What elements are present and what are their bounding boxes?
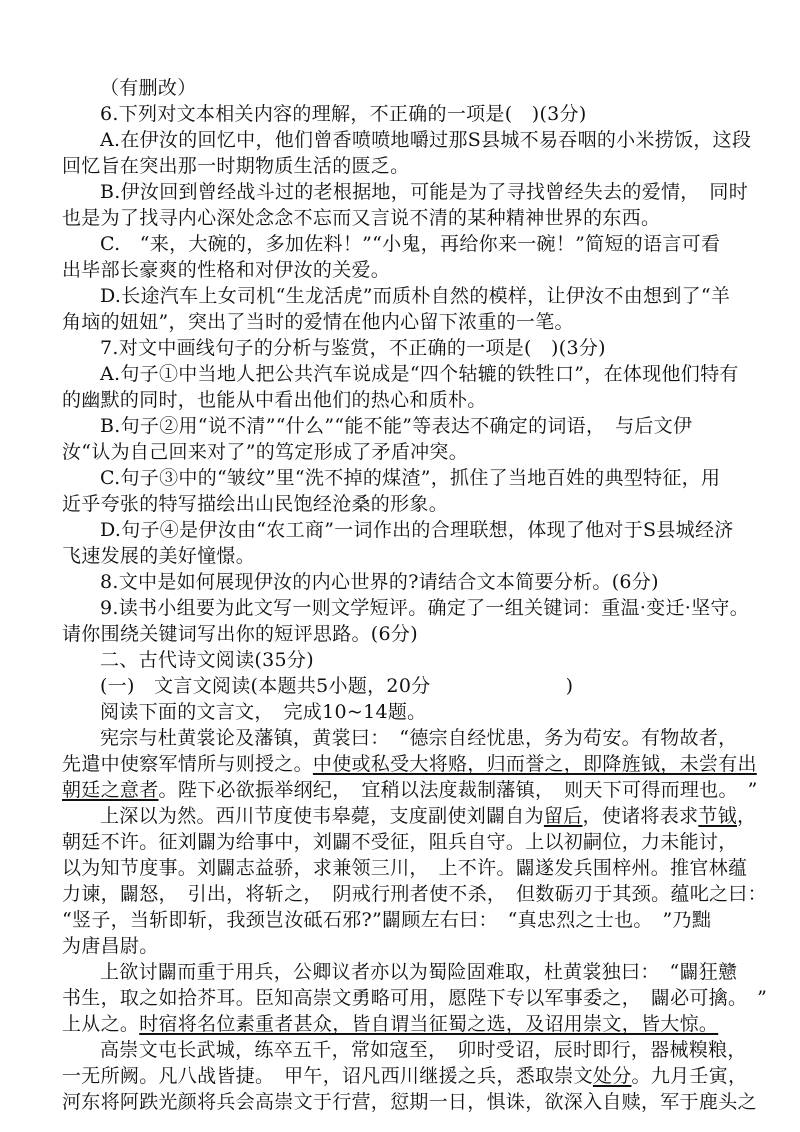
text-line <box>62 622 780 646</box>
text-segment: ， <box>736 805 757 827</box>
underlined-text: 朝廷之意者 <box>62 779 159 801</box>
text-segment: (一) 文言文阅读(本题共5小题，20分 ) <box>100 675 574 697</box>
text-line <box>100 284 780 308</box>
text-segment: B.句子②用“说不清”“什么”“能不能”等表达不确定的词语， 与后文伊 <box>100 415 693 437</box>
text-segment: 上深以为然。西川节度使韦皋薨，支度副使刘闢自为 <box>100 805 544 827</box>
text-line <box>62 908 780 932</box>
text-line <box>62 830 780 854</box>
text-line <box>100 102 780 126</box>
text-segment: 7.对文中画线句子的分析与鉴赏，不正确的一项是( )(3分) <box>100 337 606 359</box>
text-line <box>62 934 780 958</box>
text-segment: 书生，取之如拾芥耳。臣知高崇文勇略可用，愿陛下专以军事委之， 闢必可擒。 ” <box>62 987 768 1009</box>
text-segment: 8.文中是如何展现伊汝的内心世界的?请结合文本简要分析。(6分) <box>100 571 659 593</box>
text-line <box>100 180 780 204</box>
text-line <box>62 1064 780 1088</box>
text-line <box>100 518 780 542</box>
text-segment: 宪宗与杜黄裳论及藩镇，黄裳曰： “德宗自经忧患，务为苟安。有物故者， <box>100 727 738 749</box>
text-line <box>62 492 780 516</box>
text-segment: 上从之。 <box>62 1013 140 1035</box>
underlined-text: 处分 <box>592 1065 632 1087</box>
text-segment: 汝“认为自己回来对了”的笃定形成了矛盾冲突。 <box>62 441 469 463</box>
text-segment: 上欲讨闢而重于用兵，公卿议者亦以为蜀险固难取，杜黄裳独曰： “闢狂戆 <box>100 961 738 983</box>
text-line <box>62 778 780 802</box>
text-segment: 朝廷不许。征刘闢为给事中，刘闢不受征，阻兵自守。上以初嗣位，力未能讨， <box>62 831 738 853</box>
text-segment: D.句子④是伊汝由“农工商”一词作出的合理联想，体现了他对于S县城经济 <box>100 519 734 541</box>
underlined-text: 时宿将名位素重者甚众，皆自谓当征蜀之选，及诏用崇文，皆大惊。 <box>139 1013 719 1035</box>
text-line <box>100 76 780 100</box>
text-line <box>62 206 780 230</box>
text-segment: 出毕部长豪爽的性格和对伊汝的关爱。 <box>62 259 391 281</box>
text-line <box>100 570 780 594</box>
text-line <box>62 258 780 282</box>
text-line <box>62 544 780 568</box>
underlined-text: 节钺 <box>698 805 737 827</box>
text-segment: 角垴的妞妞”，突出了当时的爱情在他内心留下浓重的一笔。 <box>62 311 574 333</box>
text-segment: A.在伊汝的回忆中，他们曾香喷喷地嚼过那S县城不易吞咽的小米捞饭，这段 <box>100 129 752 151</box>
text-segment: 。九月壬寅， <box>631 1065 748 1087</box>
text-line <box>62 856 780 880</box>
text-segment: ，使诸将表求 <box>582 805 699 827</box>
text-line <box>100 596 780 620</box>
text-line <box>100 726 780 750</box>
text-line <box>62 1090 780 1114</box>
text-segment: A.句子①中当地人把公共汽车说成是“四个轱辘的铁牲口”，在体现他们特有 <box>100 363 739 385</box>
text-segment: 一无所阙。凡八战皆捷。 甲午，诏凡西川继援之兵，悉取崇文 <box>62 1065 593 1087</box>
text-line <box>62 752 780 776</box>
text-line <box>100 648 780 672</box>
text-line <box>100 466 780 490</box>
text-line <box>100 804 780 828</box>
text-line <box>100 1038 780 1062</box>
text-segment: 以为知节度事。刘闢志益骄，求兼领三川， 上不许。闢遂发兵围梓州。推官林蕴 <box>62 857 748 879</box>
text-line <box>100 414 780 438</box>
text-line <box>100 336 780 360</box>
text-segment: 飞速发展的美好憧憬。 <box>62 545 256 567</box>
text-line <box>100 362 780 386</box>
text-segment: 也是为了找寻内心深处念念不忘而又言说不清的某种精神世界的东西。 <box>62 207 661 229</box>
text-segment: 二、古代诗文阅读(35分) <box>100 649 314 671</box>
text-segment: （有删改） <box>100 77 197 99</box>
text-segment: 为唐昌尉。 <box>62 935 159 957</box>
text-segment: 先遣中使察军情所与则授之。 <box>62 753 313 775</box>
text-segment: 9.读书小组要为此文写一则文学短评。确定了一组关键词：重温·变迁·坚守。 <box>100 597 750 619</box>
text-segment: 6.下列对文本相关内容的理解，不正确的一项是( )(3分) <box>100 103 587 125</box>
text-segment: “竖子，当斩即斩，我颈岂汝砥石邪?”闢顾左右曰： “真忠烈之士也。 ”乃黜 <box>62 909 712 931</box>
text-segment: 请你围绕关键词写出你的短评思路。(6分) <box>62 623 418 645</box>
text-segment: 高崇文屯长武城，练卒五千，常如寇至， 卯时受诏，辰时即行，器械糗粮， <box>100 1039 747 1061</box>
text-line <box>62 986 780 1010</box>
text-line <box>100 674 780 698</box>
text-segment: C. “来，大碗的，多加佐料！”“小鬼，再给你来一碗！”简短的语言可看 <box>100 233 721 255</box>
underlined-text: 中使或私受大将赂，归而誉之，即降旌钺，未尝有出 <box>312 753 757 775</box>
text-segment: 。陛下必欲振举纲纪， 宜稍以法度裁制藩镇， 则天下可得而理也。 ” <box>158 779 758 801</box>
text-line <box>100 128 780 152</box>
text-line <box>62 440 780 464</box>
text-segment: 回忆旨在突出那一时期物质生活的匮乏。 <box>62 155 410 177</box>
text-segment: 的幽默的同时，也能从中看出他们的热心和质朴。 <box>62 389 487 411</box>
text-line <box>62 388 780 412</box>
text-segment: B.伊汝回到曾经战斗过的老根据地，可能是为了寻找曾经失去的爱情， 同时 <box>100 181 749 203</box>
text-line <box>100 232 780 256</box>
text-line <box>62 882 780 906</box>
text-segment: C.句子③中的“皱纹”里“洗不掉的煤渣”，抓住了当地百姓的典型特征，用 <box>100 467 721 489</box>
text-line <box>62 1012 780 1036</box>
text-line <box>62 310 780 334</box>
text-line <box>62 154 780 178</box>
underlined-text: 留后 <box>543 805 583 827</box>
text-segment: 近乎夸张的特写描绘出山民饱经沧桑的形象。 <box>62 493 449 515</box>
text-segment: 阅读下面的文言文， 完成10~14题。 <box>100 701 427 723</box>
text-segment: D.长途汽车上女司机“生龙活虎”而质朴自然的模样，让伊汝不由想到了“羊 <box>100 285 731 307</box>
text-line <box>100 700 780 724</box>
text-segment: 力谏，闢怒， 引出，将斩之， 阴戒行刑者使不杀， 但数砺刃于其颈。蕴叱之曰： <box>62 883 767 905</box>
text-segment: 河东将阿跌光颜将兵会高崇文于行营，愆期一日，惧诛，欲深入自赎，军于鹿头之 <box>62 1091 757 1113</box>
text-line <box>100 960 780 984</box>
